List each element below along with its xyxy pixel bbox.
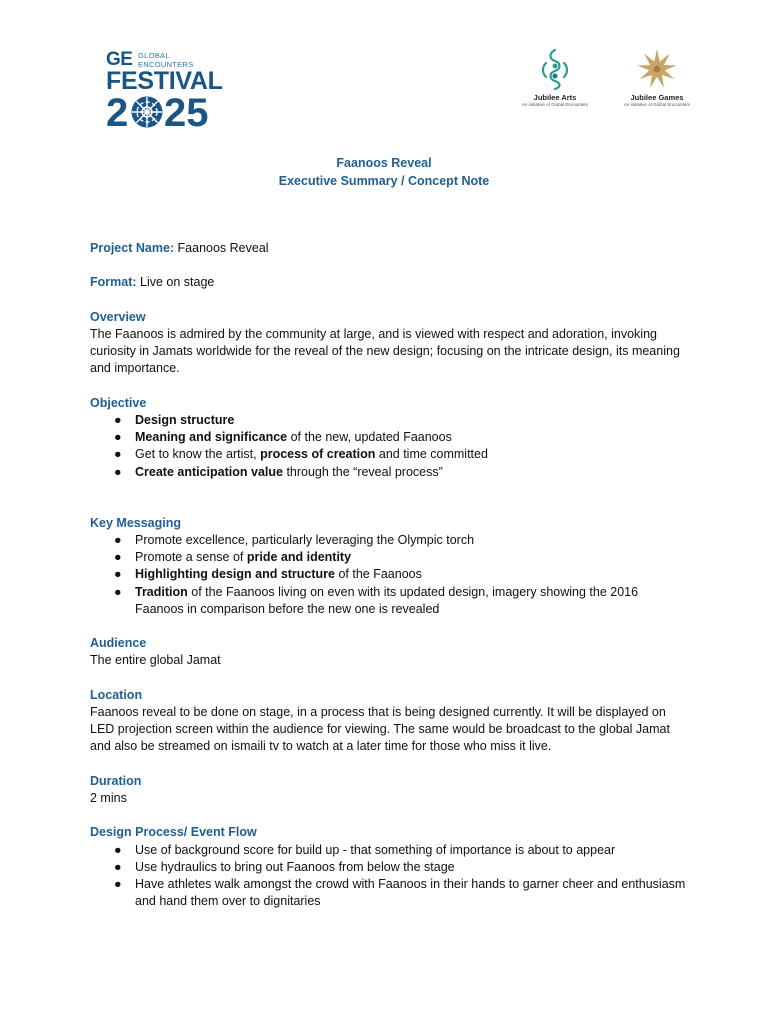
location-text: Faanoos reveal to be done on stage, in a process that is being designed currently. It will be displayed on LED projection screen within the audience for viewing. The same would be broadcast to the global Jamat and also be streamed on ismaili tv to watch at a later time for those who miss it live. [90, 705, 670, 754]
list-item: ● Use of background score for build up - that something of importance is about to appear [90, 842, 690, 859]
ge-logo-festival: FESTIVAL [106, 67, 223, 95]
jubilee-games-name: Jubilee Games [630, 93, 684, 102]
list-item: ● Use hydraulics to bring out Faanoos from below the stage [90, 859, 690, 876]
bullet-icon: ● [114, 550, 122, 565]
globe-emblem-icon [132, 97, 163, 128]
jubilee-arts-emblem-icon [540, 47, 570, 91]
list-item: ● Design structure [90, 412, 690, 429]
ge-logo-year [106, 94, 218, 130]
location-heading: Location [90, 687, 143, 702]
bullet-icon: ● [114, 877, 122, 891]
bullet-icon: ● [114, 567, 122, 582]
audience-text: The entire global Jamat [90, 653, 221, 668]
list-item: ● Have athletes walk amongst the crowd with Faanoos in their hands to garner cheer and enthusiasm and hand them over to dignitaries [114, 877, 686, 909]
jubilee-arts-logo [510, 47, 600, 108]
ge-logo-abbrev: GE [106, 49, 133, 70]
overview-text: The Faanoos is admired by the community at large, and is viewed with respect and adoration, invoking curiosity in Jamats worldwide for the reveal of the new design; focusing on the intricate design, its meaning and importance. [90, 326, 680, 376]
list-item: ● Tradition of the Faanoos living on even with its updated design, imagery showing the 2016 Faanoos in comparison before the new one is revealed [114, 584, 639, 616]
ge-logo-line2: ENCOUNTERS [138, 59, 194, 69]
design-process-list [90, 842, 690, 911]
ge-logo-line1: GLOBAL [138, 51, 170, 60]
duration-text: 2 mins [90, 791, 127, 805]
format-label: Format: [90, 275, 137, 290]
jubilee-games-logo [612, 47, 702, 108]
bullet-icon: ● [114, 412, 122, 427]
list-item: ● Highlighting design and structure of the Faanoos [90, 566, 690, 583]
format-line [90, 274, 690, 291]
document-subtitle: Executive Summary / Concept Note [278, 174, 490, 188]
bullet-icon: ● [114, 859, 122, 874]
jubilee-arts-name: Jubilee Arts [533, 93, 577, 102]
format-value: Live on stage [136, 275, 215, 290]
key-messaging-list [90, 532, 690, 618]
duration-heading: Duration [90, 773, 142, 788]
project-name-value: Faanoos Reveal [174, 241, 269, 255]
jubilee-games-tagline: An initiative of Global Encounters [623, 102, 691, 107]
audience-heading: Audience [90, 636, 147, 651]
bullet-icon: ● [114, 447, 122, 462]
project-name-line [90, 240, 690, 257]
bullet-icon: ● [114, 464, 122, 479]
list-item: ● Meaning and significance of the new, updated Faanoos [90, 429, 690, 446]
bullet-icon: ● [114, 430, 122, 445]
bullet-icon: ● [114, 842, 122, 857]
design-process-heading: Design Process/ Event Flow [90, 825, 257, 840]
svg-text:25: 25 [164, 94, 209, 130]
document-title: Faanoos Reveal [336, 156, 432, 170]
project-name-label: Project Name: [90, 241, 175, 255]
svg-text:2: 2 [106, 94, 129, 130]
bullet-icon: ● [114, 533, 122, 547]
jubilee-games-star-icon [635, 47, 679, 91]
overview-heading: Overview [90, 309, 146, 324]
bullet-icon: ● [114, 584, 122, 599]
list-item: ● Promote a sense of pride and identity [90, 549, 690, 566]
objective-list [90, 412, 690, 481]
jubilee-arts-tagline: An initiative of Global Encounters [521, 102, 589, 107]
document-body [90, 240, 690, 910]
key-messaging-heading: Key Messaging [90, 515, 182, 530]
list-item: ● Create anticipation value through the “reveal process” [90, 464, 690, 481]
list-item: ● Get to know the artist, process of creation and time committed [90, 446, 690, 463]
list-item: ● Promote excellence, particularly leveraging the Olympic torch [90, 532, 690, 549]
ge-festival-logo [106, 48, 223, 130]
objective-heading: Objective [90, 395, 147, 410]
